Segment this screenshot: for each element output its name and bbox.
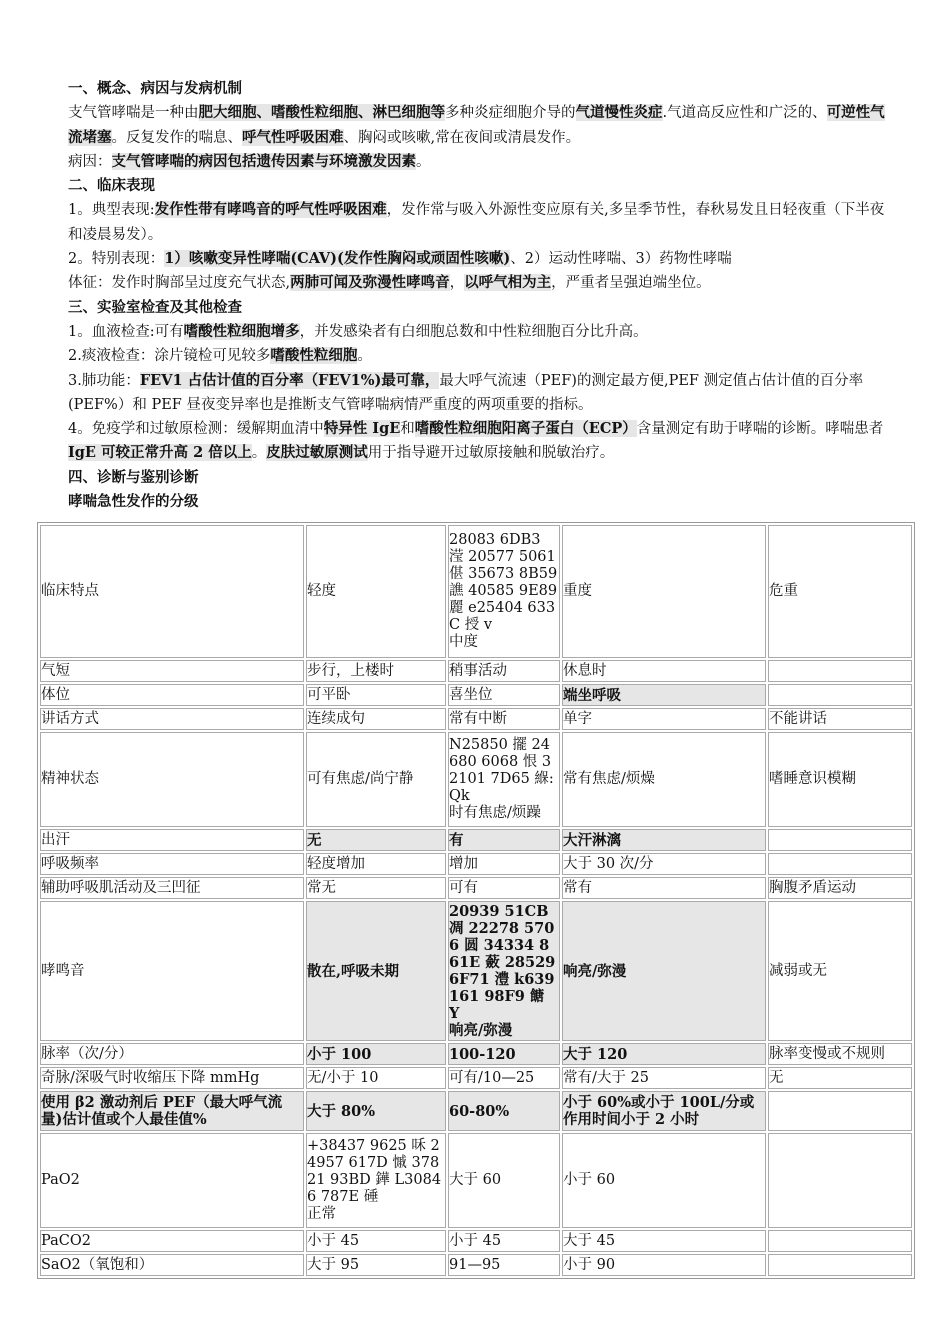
cell-sao2-1 [306, 1254, 446, 1276]
bold-run: 嗜酸性粒细胞阳离子蛋白（ECP） [414, 420, 637, 438]
cell-mental-state-4 [768, 732, 912, 827]
cell-text: 小于 45 [449, 1232, 502, 1249]
cell-pao2-4 [768, 1133, 912, 1228]
cell-accessory-muscles-1 [306, 877, 446, 899]
cell-dyspnea-4 [768, 660, 912, 682]
cell-text: 60-80% [449, 1102, 510, 1120]
bold-run: FEV1 占估计值的百分率（FEV1%)最可靠， [139, 371, 440, 389]
cell-pao2-0 [40, 1133, 304, 1228]
cell-text: 休息时 [563, 662, 607, 679]
bold-run: 呼气性呼吸困难 [242, 128, 344, 146]
cell-text: 大于 120 [563, 1045, 628, 1063]
bold-run: 嗜酸性粒细胞 [270, 347, 358, 365]
cell-text: 小于 90 [563, 1256, 616, 1273]
cell-speech-0 [40, 708, 304, 730]
section-2-paragraph-3 [68, 271, 888, 295]
text-run: ，严重者呈强迫端坐位。 [551, 275, 711, 292]
header-moderate-garbled: 28083 6DB3 滢 20577 5061 偡 35673 8B59 譙 40585 9E89 麗 e25404 633C 授 v [449, 532, 558, 633]
cell-text: 奇脉/深吸气时收缩压下降 mmHg [41, 1069, 260, 1086]
cell-pao2-2 [448, 1133, 560, 1228]
cell-text: 辅助呼吸肌活动及三凹征 [41, 879, 201, 896]
cell-text: 体位 [41, 686, 70, 703]
cell-speech-2 [448, 708, 560, 730]
cell-posture-0 [40, 684, 304, 706]
cell-text: 小于 60 [563, 1172, 616, 1188]
cell-text: 大于 80% [307, 1102, 376, 1120]
cell-text: 哮鸣音 [41, 962, 85, 979]
cell-text: 大于 30 次/分 [563, 855, 654, 872]
cell-text: 讲话方式 [41, 710, 99, 727]
cell-text: SaO2（氧饱和） [41, 1256, 154, 1273]
section-3-paragraph-2 [68, 344, 888, 368]
cell-text: 轻度增加 [307, 855, 365, 872]
cell-text: 连续成句 [307, 710, 365, 727]
cell-paco2-0 [40, 1230, 304, 1252]
text-run: 病因： [68, 153, 112, 170]
cell-speech-4 [768, 708, 912, 730]
cell-text: 可有焦虑/尚宁静 [307, 771, 414, 787]
table-row-pao2 [40, 1133, 912, 1228]
cell-pulsus-paradoxus-4 [768, 1067, 912, 1089]
cell-text: 气短 [41, 662, 70, 679]
cell-respiratory-rate-4 [768, 853, 912, 875]
text-run: .气道高反应性和广泛的、 [662, 105, 827, 122]
text-run: 3.肺功能： [68, 372, 140, 389]
cell-mental-state-2 [448, 732, 560, 827]
cell-pao2-1 [306, 1133, 446, 1228]
cell-accessory-muscles-4 [768, 877, 912, 899]
text-run: 含量测定有助于哮喘的诊断。哮喘患者 [636, 421, 884, 438]
bold-run: 特异性 IgE [323, 420, 401, 438]
text-run: 用于指导避开过敏原接触和脱敏治疗。 [367, 445, 615, 462]
cell-sao2-4 [768, 1254, 912, 1276]
table-row-respiratory-rate [40, 853, 912, 875]
text-run: 1。典型表现: [68, 202, 155, 219]
cell-text: 常有焦虑/烦燥 [563, 771, 655, 787]
table-row-pef [40, 1091, 912, 1131]
cell-text: 小于 60%或小于 100L/分或作用时间小于 2 小时 [563, 1094, 755, 1128]
cell-accessory-muscles-2 [448, 877, 560, 899]
garbled-text: +38437 9625 咊 24957 617D 慽 37821 93BD 鏵 L30846 787E 硾 [307, 1138, 442, 1205]
bold-run: 以呼气相为主 [464, 274, 552, 292]
cell-text: 精神状态 [41, 771, 99, 787]
header-moderate-label: 中度 [449, 634, 478, 650]
section-3-paragraph-4 [68, 417, 888, 466]
section-3-paragraph-1 [68, 320, 888, 344]
cell-paco2-1 [306, 1230, 446, 1252]
cell-pulse-rate-3 [562, 1043, 766, 1065]
cell-mental-state-1 [306, 732, 446, 827]
cell-pef-0 [40, 1091, 304, 1131]
cell-text: PaO2 [41, 1172, 80, 1188]
bold-run: 肥大细胞、嗜酸性粒细胞、淋巴细胞等 [198, 104, 445, 122]
cell-text: 脉率（次/分） [41, 1045, 133, 1062]
section-3-paragraph-3 [68, 369, 888, 418]
cell-pulse-rate-4 [768, 1043, 912, 1065]
text-run: 和 [400, 421, 415, 438]
cell-pef-3 [562, 1091, 766, 1131]
cell-text: 使用 β2 激动剂后 PEF（最大呼气流量)估计值或个人最佳值% [41, 1094, 283, 1128]
text-run: 支气管哮喘是一种由 [68, 105, 199, 122]
cell-pef-4 [768, 1091, 912, 1131]
bold-run: 嗜酸性粒细胞增多 [183, 322, 300, 340]
cell-posture-3 [562, 684, 766, 706]
cell-mental-state-3 [562, 732, 766, 827]
cell-text: 常无 [307, 879, 336, 896]
cell-text: 散在,呼吸未期 [307, 962, 400, 980]
table-row-posture [40, 684, 912, 706]
cell-respiratory-rate-2 [448, 853, 560, 875]
cell-text: 稍事活动 [449, 662, 507, 679]
cell-text: 大汗淋漓 [563, 831, 621, 849]
cell-sao2-2 [448, 1254, 560, 1276]
garbled-text: 20939 51CB 凋 22278 5706 圆 34334 861E 蘞 28529 6F71 澧 k639161 98F9 餹 Y [449, 903, 556, 1022]
cell-accessory-muscles-0 [40, 877, 304, 899]
cell-sao2-0 [40, 1254, 304, 1276]
cell-text: 端坐呼吸 [563, 686, 621, 704]
cell-text: 正常 [307, 1206, 336, 1222]
section-1-paragraph-2 [68, 150, 888, 174]
cell-pulse-rate-2 [448, 1043, 560, 1065]
cell-pao2-3 [562, 1133, 766, 1228]
cell-pulsus-paradoxus-1 [306, 1067, 446, 1089]
cell-respiratory-rate-3 [562, 853, 766, 875]
cell-text: 喜坐位 [449, 686, 493, 703]
header-critical: 危重 [768, 525, 912, 658]
cell-text: 步行，上楼时 [307, 662, 394, 679]
cell-wheeze-4 [768, 901, 912, 1041]
cell-pulse-rate-0 [40, 1043, 304, 1065]
cell-text: 时有焦虑/烦躁 [449, 805, 541, 821]
cell-pulsus-paradoxus-2 [448, 1067, 560, 1089]
table-row-accessory-muscles [40, 877, 912, 899]
text-run: 多种炎症细胞介导的 [445, 105, 576, 122]
section-2-paragraph-1 [68, 198, 888, 247]
cell-dyspnea-2 [448, 660, 560, 682]
bold-run: 可逆性气流堵塞 [68, 104, 885, 146]
cell-wheeze-2 [448, 901, 560, 1041]
cell-text: 呼吸频率 [41, 855, 99, 872]
cell-paco2-4 [768, 1230, 912, 1252]
text-run: 、2）运动性哮喘、3）药物性哮喘 [510, 251, 732, 268]
text-run: 。 [416, 153, 431, 170]
text-run: ，发作常与吸入外源性变应原有关,多呈季节性，春秋易发且日轻夜重（下半夜和凌晨易发）。 [68, 202, 885, 243]
text-run: 。 [357, 348, 372, 365]
text-run: 2。特别表现： [68, 251, 165, 268]
text-run: ，并发感染者有白细胞总数和中性粒细胞百分比升高。 [299, 323, 648, 340]
bold-run: IgE 可较正常升高 2 倍以上 [68, 444, 252, 462]
text-run: ， [449, 275, 465, 292]
text-run: 。反复发作的喘息、 [111, 129, 242, 146]
cell-accessory-muscles-3 [562, 877, 766, 899]
text-run: 。 [251, 445, 267, 462]
cell-pulsus-paradoxus-3 [562, 1067, 766, 1089]
section-2-title: 二、临床表现 [68, 177, 155, 195]
cell-sao2-3 [562, 1254, 766, 1276]
cell-posture-2 [448, 684, 560, 706]
section-1-title: 一、概念、病因与发病机制 [68, 80, 242, 97]
garbled-text: N25850 擺 24680 6068 恨 32101 7D65 緥:Qk [449, 737, 554, 804]
cell-text: 91—95 [449, 1256, 501, 1273]
table-row-sweating [40, 829, 912, 851]
section-4-title: 四、诊断与鉴别诊断 [68, 468, 199, 486]
bold-run: 发作性带有哮鸣音的呼气性呼吸困难 [154, 201, 387, 219]
cell-text: 不能讲话 [769, 710, 827, 727]
bold-run: 支气管哮喘的病因包括遗传因素与环境激发因素 [111, 152, 416, 170]
cell-text: 常有中断 [449, 710, 507, 727]
table-row-pulsus-paradoxus [40, 1067, 912, 1089]
asthma-severity-table [37, 522, 915, 1279]
table-header-row [40, 525, 912, 658]
cell-text: 嗜睡意识模糊 [769, 771, 856, 787]
header-severe: 重度 [562, 525, 766, 658]
cell-text: 响亮/弥漫 [449, 1022, 513, 1039]
text-run: 体征：发作时胸部呈过度充气状态, [68, 275, 291, 292]
cell-text: 可有/10—25 [449, 1069, 535, 1086]
cell-pef-1 [306, 1091, 446, 1131]
cell-sweating-2 [448, 829, 560, 851]
header-moderate [448, 525, 560, 658]
table-row-sao2 [40, 1254, 912, 1276]
cell-text: 增加 [449, 855, 478, 872]
text-run: 、胸闷或咳嗽,常在夜间或清晨发作。 [343, 129, 581, 146]
header-clinical-feature: 临床特点 [40, 525, 304, 658]
cell-wheeze-3 [562, 901, 766, 1041]
table-row-wheeze [40, 901, 912, 1041]
cell-text: 单字 [563, 710, 592, 727]
cell-text: 大于 60 [449, 1172, 502, 1188]
text-run: 最大呼气流速（PEF)的测定最方便,PEF 测定值占估计值的百分率(PEF%）和 PEF 昼夜变异率也是推断支气管哮喘病情严重度的两项重要的指标。 [68, 372, 864, 413]
cell-text: PaCO2 [41, 1232, 91, 1249]
cell-text: 常有/大于 25 [563, 1069, 649, 1086]
cell-text: 无/小于 10 [307, 1069, 379, 1086]
cell-wheeze-1 [306, 901, 446, 1041]
table-row-paco2 [40, 1230, 912, 1252]
cell-sweating-4 [768, 829, 912, 851]
table-row-mental-state [40, 732, 912, 827]
cell-text: 出汗 [41, 831, 70, 848]
bold-run: 两肺可闻及弥漫性哮鸣音 [290, 274, 450, 292]
cell-mental-state-0 [40, 732, 304, 827]
cell-text: 胸腹矛盾运动 [769, 879, 856, 896]
cell-wheeze-0 [40, 901, 304, 1041]
cell-text: 常有 [563, 879, 592, 896]
cell-posture-1 [306, 684, 446, 706]
cell-dyspnea-3 [562, 660, 766, 682]
cell-paco2-2 [448, 1230, 560, 1252]
cell-text: 有 [449, 831, 464, 849]
section-2-paragraph-2 [68, 247, 888, 271]
cell-pulsus-paradoxus-0 [40, 1067, 304, 1089]
cell-pulse-rate-1 [306, 1043, 446, 1065]
cell-dyspnea-1 [306, 660, 446, 682]
table-row-speech [40, 708, 912, 730]
cell-sweating-0 [40, 829, 304, 851]
cell-posture-4 [768, 684, 912, 706]
cell-text: 100-120 [449, 1045, 516, 1063]
cell-text: 减弱或无 [769, 962, 827, 979]
bold-run: 气道慢性炎症 [575, 104, 663, 122]
table-title: 哮喘急性发作的分级 [68, 493, 199, 511]
cell-text: 大于 45 [563, 1232, 616, 1249]
cell-text: 可平卧 [307, 686, 351, 703]
cell-sweating-1 [306, 829, 446, 851]
section-1-paragraph-1 [68, 101, 888, 150]
document-body [68, 77, 888, 514]
cell-pef-2 [448, 1091, 560, 1131]
cell-text: 无 [307, 831, 322, 849]
cell-dyspnea-0 [40, 660, 304, 682]
text-run: 4。免疫学和过敏原检测：缓解期血清中 [68, 421, 324, 438]
table-row-dyspnea [40, 660, 912, 682]
cell-text: 响亮/弥漫 [563, 962, 627, 980]
cell-paco2-3 [562, 1230, 766, 1252]
cell-sweating-3 [562, 829, 766, 851]
cell-respiratory-rate-0 [40, 853, 304, 875]
cell-text: 小于 100 [307, 1045, 372, 1063]
bold-run: 皮肤过敏原测试 [266, 444, 368, 462]
cell-text: 小于 45 [307, 1232, 360, 1249]
cell-text: 可有 [449, 879, 478, 896]
cell-text: 大于 95 [307, 1256, 360, 1273]
text-run: 1。血液检查:可有 [68, 323, 184, 340]
cell-text: 脉率变慢或不规则 [769, 1045, 885, 1062]
cell-respiratory-rate-1 [306, 853, 446, 875]
cell-speech-1 [306, 708, 446, 730]
cell-text: 无 [769, 1069, 784, 1086]
bold-run: 1）咳嗽变异性哮喘(CAV)(发作性胸闷或顽固性咳嗽) [164, 250, 511, 268]
text-run: 2.痰液检查：涂片镜检可见较多 [68, 348, 271, 365]
section-3-title: 三、实验室检查及其他检查 [68, 298, 242, 316]
table-row-pulse-rate [40, 1043, 912, 1065]
cell-speech-3 [562, 708, 766, 730]
header-mild: 轻度 [306, 525, 446, 658]
